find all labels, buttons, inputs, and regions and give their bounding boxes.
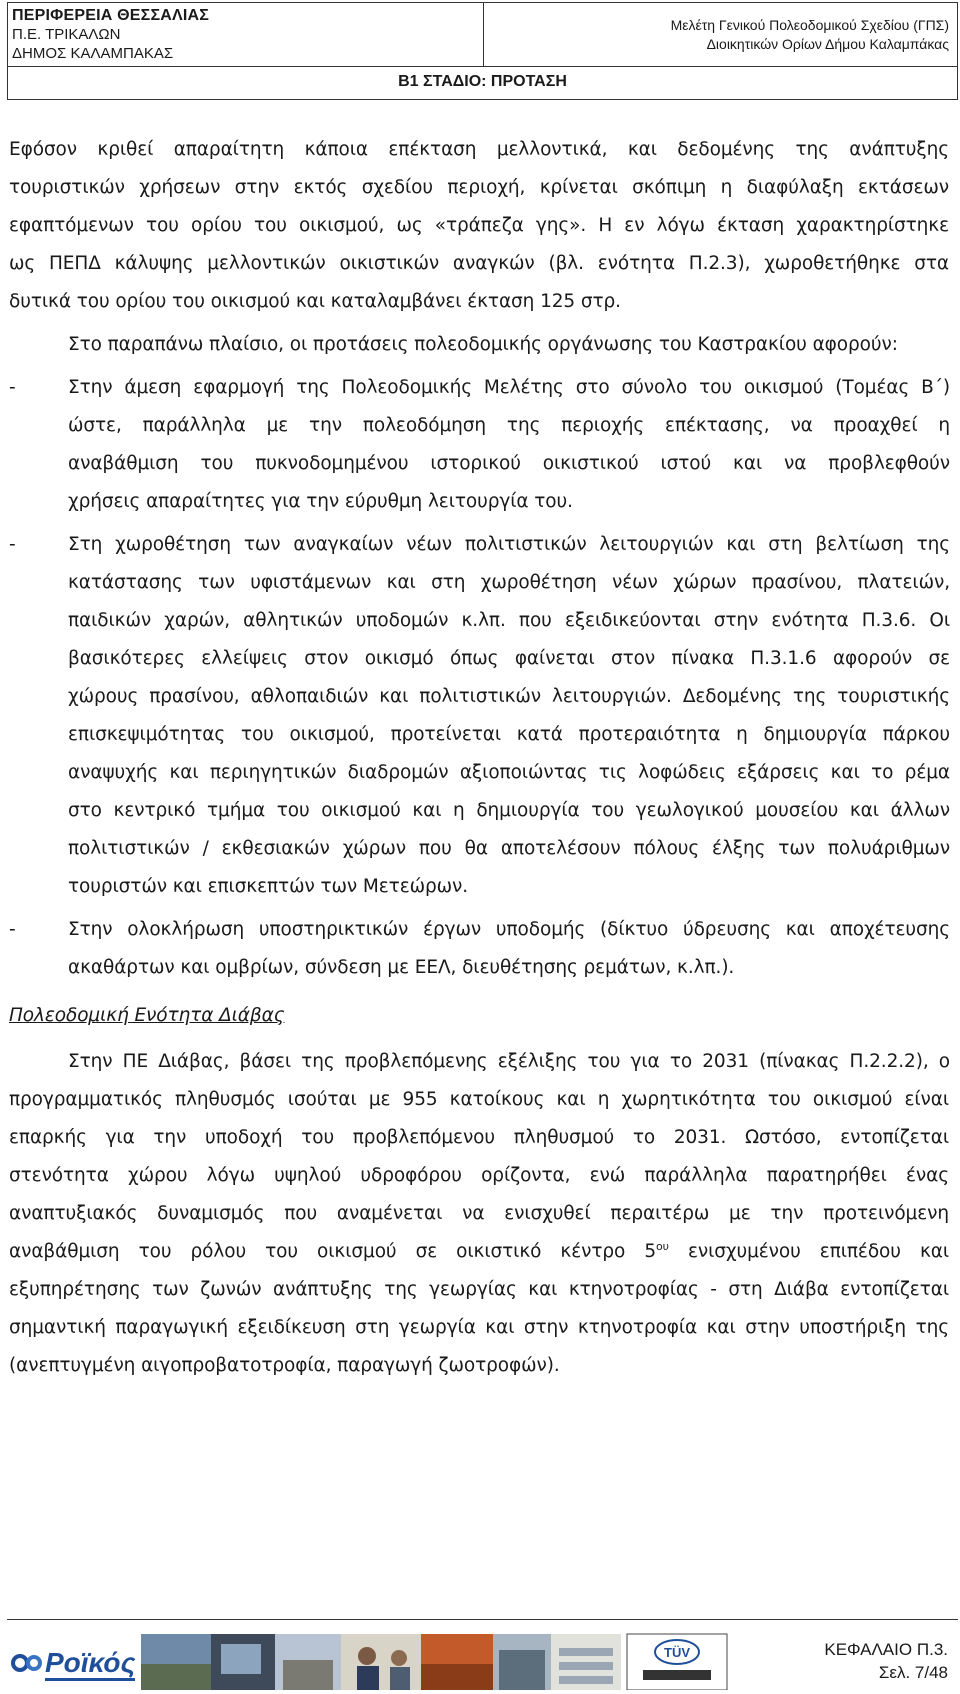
paragraph-line: Στην ΠΕ Διάβας, βάσει της προβλεπόμενης εξέλιξης του για το 2031 (πίνακας Π.2.2.2), ο <box>68 1051 950 1072</box>
bullet-line: κατάστασης των υφιστάμενων και στη χωροθέτηση νέων χώρων πρασίνου, πλατειών, <box>68 572 950 593</box>
stage-title: Β1 ΣΤΑΔΙΟ: ΠΡΟΤΑΣΗ <box>398 73 567 90</box>
bullet-line: βασικότερες ελλείψεις στον οικισμό όπως φαίνεται στον πίνακα Π.3.1.6 αφορούν σε <box>68 648 950 669</box>
region-name: ΠΕΡΙΦΕΡΕΙΑ ΘΕΣΣΑΛΙΑΣ <box>12 7 210 24</box>
page-header <box>7 2 958 100</box>
paragraph-line: ως ΠΕΠΔ κάλυψης μελλοντικών οικιστικών αναγκών (βλ. ενότητα Π.2.3), χωροθετήθηκε στα <box>9 253 949 274</box>
paragraph-line: αναπτυξιακός δυναμισμός που αναμένεται να ενισχυθεί περαιτέρω με την προτεινόμενη <box>9 1203 949 1224</box>
paragraph-line: Στο παραπάνω πλαίσιο, οι προτάσεις πολεοδομικής οργάνωσης του Καστρακίου αφορούν: <box>68 334 898 355</box>
paragraph-line: τουριστικών χρήσεων στην εκτός σχεδίου περιοχή, κρίνεται σκόπιμη η διαφύλαξη εκτάσεων <box>9 177 949 198</box>
bullet-marker: - <box>9 377 16 398</box>
header-authority-block <box>8 3 484 66</box>
ordinal-superscript: ου <box>656 1239 669 1253</box>
bullet-line: τουριστών και επισκεπτών των Μετεώρων. <box>68 876 469 897</box>
bullet-line: Στη χωροθέτηση των αναγκαίων νέων πολιτιστικών λειτουργιών και στη βελτίωση της <box>68 534 950 555</box>
footer-chapter: ΚΕΦΑΛΑΙΟ Π.3. <box>824 1640 948 1659</box>
bullet-line: χώρους πρασίνου, αθλοπαιδιών και πολιτιστικών λειτουργιών. Δεδομένης της τουριστικής <box>68 686 950 707</box>
bullet-line: Στην άμεση εφαρμογή της Πολεοδομικής Μελέτης στο σύνολο του οικισμού (Τομέας Β΄) <box>68 377 950 398</box>
section-heading: Πολεοδομική Ενότητα Διάβας <box>9 1005 285 1026</box>
bullet-line: παιδικών χαρών, αθλητικών υποδομών κ.λπ. που εξειδικεύονται στην ενότητα Π.3.6. Οι <box>68 610 950 631</box>
bullet-line: ακαθάρτων και ομβρίων, σύνδεση με ΕΕΛ, διευθέτησης ρεμάτων, κ.λπ.). <box>68 957 735 978</box>
company-logo <box>11 1647 135 1681</box>
bullet-marker: - <box>9 919 16 940</box>
municipality-name: ΔΗΜΟΣ ΚΑΛΑΜΠΑΚΑΣ <box>12 45 174 62</box>
photo-strip <box>141 1634 621 1690</box>
paragraph-line: αναβάθμιση του ρόλου του οικισμού σε οικιστικό κέντρο $5^{o\upsilon}$ ενισχυμένου επιπέδου και <box>9 1239 950 1262</box>
bullet-line: πολιτιστικών / εκθεσιακών χώρων που θα αποτελέσουν πόλους έλξης των πολυάριθμων <box>68 838 950 859</box>
company-logo-text: Ροϊκός <box>45 1647 136 1678</box>
paragraph-line: προγραμματικός πληθυσμός ισούται με 955 κατοίκους και η χωρητικότητα του οικισμού είναι <box>9 1089 949 1110</box>
bullet-line: ώστε, παράλληλα με την πολεοδόμηση της περιοχής επέκτασης, να προαχθεί η <box>68 415 950 436</box>
bullet-line: χρήσεις απαραίτητες για την εύρυθμη λειτουργία του. <box>68 491 573 512</box>
paragraph-line: Εφόσον κριθεί απαραίτητη κάποια επέκταση μελλοντικά, και δεδομένης της ανάπτυξης <box>9 139 949 160</box>
study-subtitle: Διοικητικών Ορίων Δήμου Καλαμπάκας <box>706 36 949 52</box>
bullet-line: επισκεψιμότητας του οικισμού, προτείνεται κατά προτεραιότητα η δημιουργία πάρκου <box>68 724 950 745</box>
paragraph-line: εξυπηρέτησης των ζωνών ανάπτυξης της γεωργίας και κτηνοτροφίας - στη Διάβα εντοπίζεται <box>9 1279 949 1300</box>
certification-badge-icon <box>627 1634 727 1690</box>
paragraph-line: στενότητα χώρου λόγω υψηλού υδροφόρου ορίζοντα, ενώ παράλληλα παρατηρήθει ένας <box>9 1165 949 1186</box>
footer-banner-graphic <box>7 1630 732 1690</box>
certification-badge-text: TÜV <box>664 1645 690 1660</box>
page-number: Σελ. 7/48 <box>878 1663 948 1682</box>
footer-banner <box>7 1630 732 1690</box>
bullet-line: Στην ολοκλήρωση υποστηρικτικών έργων υποδομής (δίκτυο ύδρευσης και αποχέτευσης <box>68 919 950 940</box>
regional-unit-name: Π.Ε. ΤΡΙΚΑΛΩΝ <box>12 26 121 43</box>
paragraph-line: σημαντική παραγωγική εξειδίκευση στη γεωργία και στην κτηνοτροφία και στην υποστήριξη της <box>9 1317 949 1338</box>
paragraph-line: επαρκής για την υποδοχή του προβλεπόμενου πληθυσμού το 2031. Ωστόσο, εντοπίζεται <box>9 1127 949 1148</box>
paragraph-line: εφαπτόμενων του ορίου του οικισμού, ως «τράπεζα γης». Η εν λόγω έκταση χαρακτηρίστηκε <box>9 215 949 236</box>
bullet-marker: - <box>9 534 16 555</box>
bullet-line: αναβάθμιση του πυκνοδομημένου ιστορικού οικιστικού ιστού και να προβλεφθούν <box>68 453 950 474</box>
header-top-row <box>8 3 957 67</box>
bullet-line: αναψυχής και περιηγητικών διαδρομών αξιοποιώντας τις λοφώδεις εξάρσεις και το ρέμα <box>68 762 950 783</box>
footer-divider <box>7 1619 958 1620</box>
paragraph-line: δυτικά του ορίου του οικισμού και καταλαμβάνει έκταση 125 στρ. <box>9 291 621 312</box>
paragraph-line: (ανεπτυγμένη αιγοπροβατοτροφία, παραγωγή ζωοτροφών). <box>9 1355 560 1376</box>
study-title: Μελέτη Γενικού Πολεοδομικού Σχεδίου (ΓΠΣ) <box>670 17 949 33</box>
bullet-line: στο κεντρικό τμήμα του οικισμού και η δημιουργία του γεωλογικού μουσείου και άλλων <box>68 800 950 821</box>
